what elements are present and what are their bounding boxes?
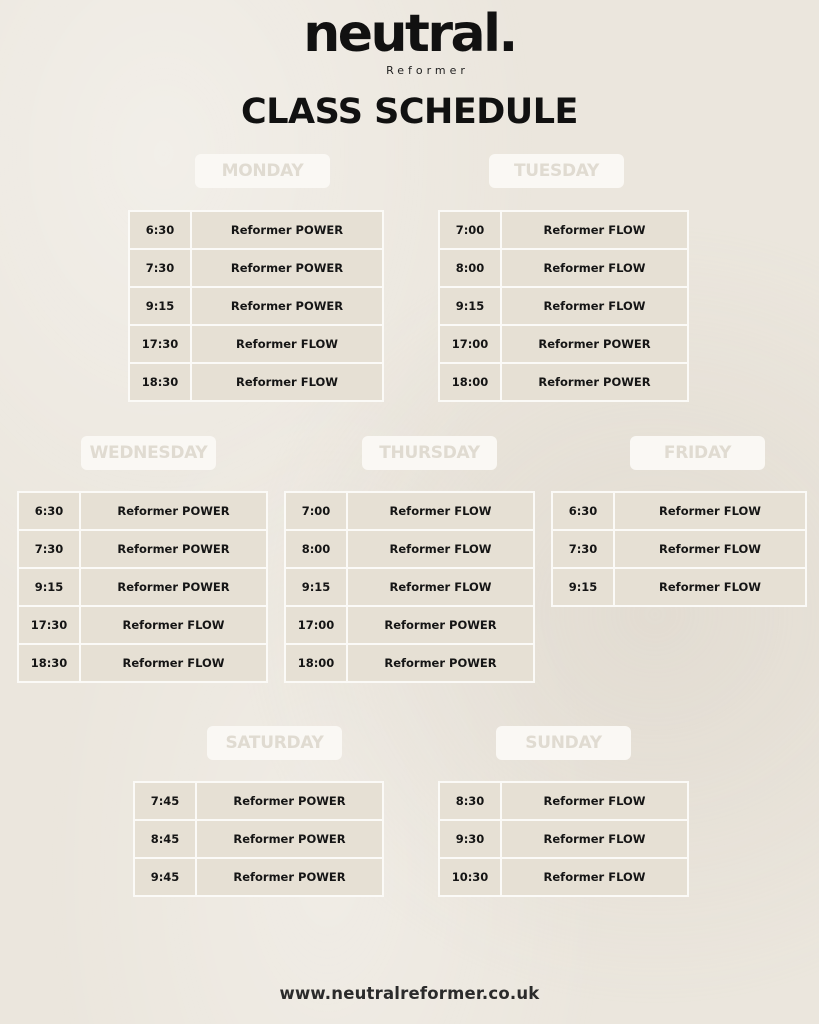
class-name: Reformer FLOW [501, 287, 688, 325]
day-label-sunday: SUNDAY [496, 726, 631, 760]
class-time: 7:00 [285, 492, 347, 530]
schedule-row [439, 287, 688, 325]
class-time: 18:30 [18, 644, 80, 682]
schedule-table-sunday [438, 781, 689, 897]
class-time: 9:15 [285, 568, 347, 606]
schedule-row [285, 644, 534, 682]
schedule-row [439, 363, 688, 401]
class-name: Reformer POWER [191, 287, 383, 325]
class-name: Reformer POWER [501, 325, 688, 363]
class-name: Reformer FLOW [347, 492, 534, 530]
class-time: 9:15 [552, 568, 614, 606]
class-time: 17:30 [18, 606, 80, 644]
class-time: 7:45 [134, 782, 196, 820]
schedule-row [134, 858, 383, 896]
class-time: 18:00 [285, 644, 347, 682]
class-time: 18:30 [129, 363, 191, 401]
class-time: 9:15 [129, 287, 191, 325]
class-name: Reformer FLOW [501, 782, 688, 820]
schedule-row [18, 492, 267, 530]
schedule-row [134, 782, 383, 820]
schedule-row [439, 249, 688, 287]
schedule-row [18, 568, 267, 606]
schedule-row [439, 820, 688, 858]
class-time: 8:45 [134, 820, 196, 858]
class-time: 6:30 [18, 492, 80, 530]
class-name: Reformer FLOW [80, 644, 267, 682]
day-label-thursday: THURSDAY [362, 436, 497, 470]
schedule-table-monday [128, 210, 384, 402]
class-name: Reformer FLOW [191, 363, 383, 401]
class-name: Reformer POWER [196, 858, 383, 896]
schedule-row [552, 568, 806, 606]
schedule-table-friday [551, 491, 807, 607]
class-time: 7:30 [552, 530, 614, 568]
schedule-row [18, 644, 267, 682]
day-label-monday: MONDAY [195, 154, 330, 188]
schedule-row [285, 568, 534, 606]
schedule-row [439, 211, 688, 249]
class-name: Reformer FLOW [347, 568, 534, 606]
schedule-row [439, 325, 688, 363]
class-name: Reformer POWER [191, 249, 383, 287]
schedule-row [285, 530, 534, 568]
class-name: Reformer FLOW [501, 820, 688, 858]
day-label-saturday: SATURDAY [207, 726, 342, 760]
class-time: 9:15 [18, 568, 80, 606]
schedule-row [129, 211, 383, 249]
schedule-table-thursday [284, 491, 535, 683]
class-name: Reformer FLOW [614, 530, 806, 568]
class-time: 7:30 [18, 530, 80, 568]
class-name: Reformer FLOW [501, 249, 688, 287]
class-time: 10:30 [439, 858, 501, 896]
schedule-row [18, 606, 267, 644]
schedule-row [129, 363, 383, 401]
class-name: Reformer POWER [191, 211, 383, 249]
brand-subtitle: Reformer [386, 64, 469, 77]
class-name: Reformer POWER [501, 363, 688, 401]
class-time: 18:00 [439, 363, 501, 401]
class-time: 17:00 [285, 606, 347, 644]
class-name: Reformer POWER [196, 820, 383, 858]
class-name: Reformer FLOW [501, 211, 688, 249]
class-time: 6:30 [552, 492, 614, 530]
schedule-row [129, 325, 383, 363]
class-name: Reformer POWER [80, 492, 267, 530]
class-name: Reformer POWER [347, 644, 534, 682]
schedule-table-saturday [133, 781, 384, 897]
class-name: Reformer POWER [347, 606, 534, 644]
schedule-row [552, 530, 806, 568]
schedule-row [129, 249, 383, 287]
class-time: 9:30 [439, 820, 501, 858]
schedule-row [552, 492, 806, 530]
day-label-wednesday: WEDNESDAY [81, 436, 216, 470]
page-title: CLASS SCHEDULE [241, 92, 578, 132]
schedule-row [439, 858, 688, 896]
website-link[interactable]: www.neutralreformer.co.uk [279, 984, 540, 1003]
schedule-row [134, 820, 383, 858]
schedule-row [439, 782, 688, 820]
class-time: 7:30 [129, 249, 191, 287]
day-label-tuesday: TUESDAY [489, 154, 624, 188]
class-time: 8:00 [439, 249, 501, 287]
class-time: 7:00 [439, 211, 501, 249]
class-name: Reformer POWER [80, 530, 267, 568]
schedule-row [285, 492, 534, 530]
class-name: Reformer FLOW [501, 858, 688, 896]
class-name: Reformer FLOW [191, 325, 383, 363]
schedule-table-wednesday [17, 491, 268, 683]
day-label-friday: FRIDAY [630, 436, 765, 470]
class-name: Reformer FLOW [347, 530, 534, 568]
schedule-table-tuesday [438, 210, 689, 402]
class-time: 17:30 [129, 325, 191, 363]
class-time: 17:00 [439, 325, 501, 363]
class-name: Reformer FLOW [614, 568, 806, 606]
class-name: Reformer FLOW [614, 492, 806, 530]
schedule-row [18, 530, 267, 568]
class-time: 9:45 [134, 858, 196, 896]
brand-logo: neutral. [303, 4, 516, 64]
class-time: 9:15 [439, 287, 501, 325]
class-time: 8:30 [439, 782, 501, 820]
schedule-row [129, 287, 383, 325]
class-time: 8:00 [285, 530, 347, 568]
class-name: Reformer POWER [196, 782, 383, 820]
class-name: Reformer POWER [80, 568, 267, 606]
class-name: Reformer FLOW [80, 606, 267, 644]
class-time: 6:30 [129, 211, 191, 249]
schedule-row [285, 606, 534, 644]
